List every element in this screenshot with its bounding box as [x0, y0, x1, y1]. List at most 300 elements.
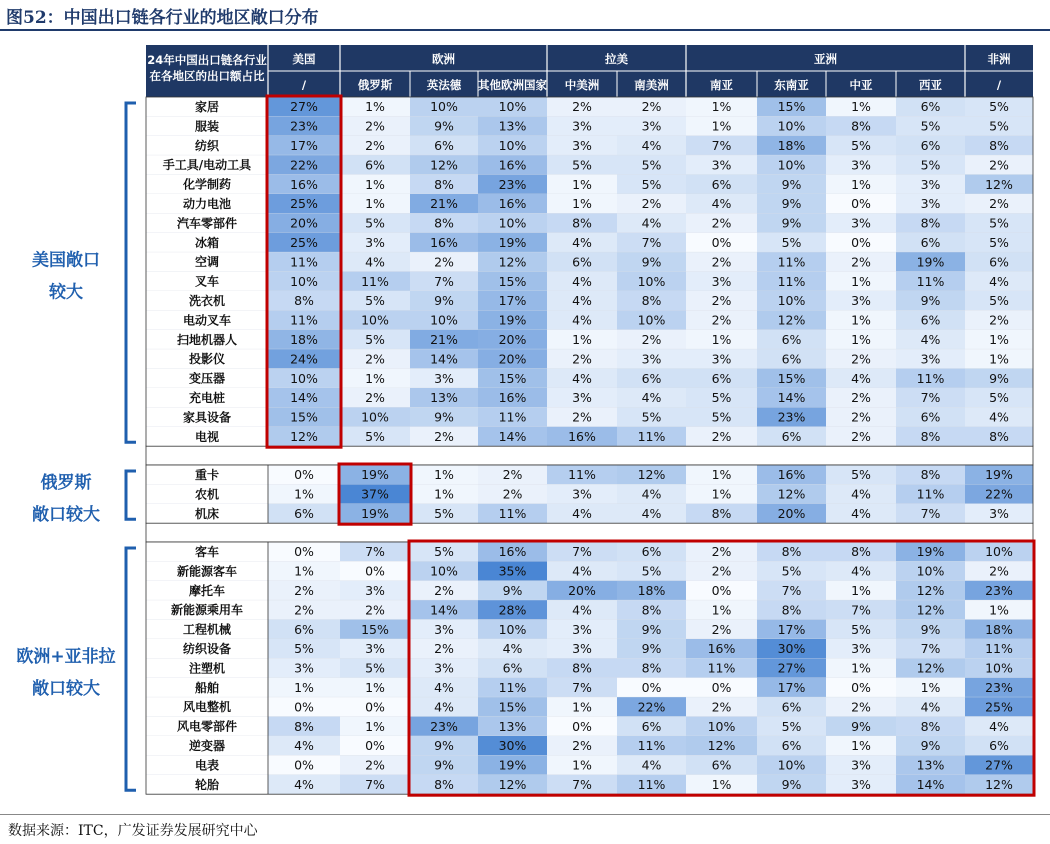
cell-value: 19% — [498, 312, 527, 328]
cell-value: 8% — [920, 428, 941, 444]
cell-value: 1% — [711, 486, 732, 502]
row-label: 摩托车 — [188, 583, 226, 598]
cell-value: 2% — [989, 312, 1009, 328]
cell-value: 7% — [572, 679, 592, 695]
cell-value: 1% — [851, 176, 871, 192]
cell-value: 3% — [711, 157, 732, 173]
group-label: 较大 — [49, 282, 83, 303]
cell-value: 8% — [572, 660, 592, 676]
cell-value: 25% — [290, 196, 318, 212]
cell-value: 2% — [711, 699, 732, 715]
cell-value: 23% — [985, 582, 1013, 598]
cell-value: 5% — [851, 467, 871, 483]
cell-value: 10% — [777, 118, 806, 134]
cell-value: 1% — [989, 351, 1009, 367]
cell-value: 8% — [920, 215, 941, 231]
cell-value: 4% — [641, 757, 662, 773]
cell-value: 9% — [641, 641, 662, 657]
cell-value: 16% — [430, 234, 458, 250]
row-label: 空调 — [194, 255, 220, 270]
cell-value: 2% — [294, 582, 314, 598]
cell-value: 30% — [498, 738, 527, 754]
cell-value: 16% — [498, 157, 527, 173]
cell-value: 4% — [434, 679, 454, 695]
cell-value: 0% — [851, 679, 871, 695]
cell-value: 2% — [989, 196, 1009, 212]
cell-value: 14% — [430, 602, 458, 618]
cell-value: 9% — [434, 757, 454, 773]
cell-value: 1% — [711, 99, 732, 115]
cell-value: 4% — [641, 486, 662, 502]
corner-header-line: 在各地区的出口额占比 — [149, 69, 265, 83]
cell-value: 5% — [711, 390, 732, 406]
cell-value: 1% — [572, 699, 592, 715]
cell-value: 2% — [851, 254, 871, 270]
cell-value: 11% — [916, 370, 945, 386]
cell-value: 20% — [777, 505, 806, 521]
cell-value: 1% — [365, 679, 385, 695]
cell-value: 5% — [781, 718, 802, 734]
cell-value: 3% — [572, 118, 592, 134]
region-header: 美国 — [292, 52, 316, 66]
cell-value: 2% — [989, 157, 1009, 173]
cell-value: 7% — [641, 234, 662, 250]
cell-value: 9% — [851, 718, 871, 734]
group-bracket — [126, 471, 136, 519]
cell-value: 5% — [365, 660, 385, 676]
cell-value: 6% — [920, 137, 941, 153]
cell-value: 22% — [290, 157, 318, 173]
row-label: 家具设备 — [182, 410, 232, 425]
row-label: 客车 — [194, 544, 220, 559]
cell-value: 0% — [641, 679, 662, 695]
row-label: 新能源客车 — [176, 564, 238, 579]
cell-value: 1% — [572, 176, 592, 192]
cell-value: 7% — [572, 776, 592, 792]
cell-value: 19% — [498, 757, 527, 773]
cell-value: 7% — [920, 390, 941, 406]
row-label: 逆变器 — [188, 738, 226, 753]
cell-value: 1% — [294, 563, 314, 579]
cell-value: 3% — [365, 582, 385, 598]
cell-value: 19% — [361, 467, 389, 483]
cell-value: 4% — [989, 273, 1009, 289]
cell-value: 27% — [777, 660, 806, 676]
cell-value: 10% — [498, 99, 527, 115]
cell-value: 6% — [781, 351, 802, 367]
cell-value: 2% — [434, 582, 454, 598]
cell-value: 16% — [777, 467, 806, 483]
cell-value: 6% — [989, 254, 1009, 270]
column-header: / — [301, 78, 307, 92]
cell-value: 5% — [989, 234, 1009, 250]
group-bracket — [126, 548, 136, 790]
group-label: 敞口较大 — [32, 679, 100, 700]
cell-value: 11% — [498, 409, 527, 425]
cell-value: 5% — [989, 99, 1009, 115]
cell-value: 1% — [851, 273, 871, 289]
cell-value: 2% — [711, 563, 732, 579]
cell-value: 6% — [641, 370, 662, 386]
cell-value: 8% — [920, 467, 941, 483]
row-label: 手工具/电动工具 — [162, 158, 252, 173]
group-label: 敞口较大 — [32, 505, 100, 526]
cell-value: 7% — [572, 544, 592, 560]
cell-value: 3% — [920, 196, 941, 212]
cell-value: 13% — [430, 390, 458, 406]
cell-value: 2% — [851, 351, 871, 367]
cell-value: 4% — [851, 370, 871, 386]
cell-value: 25% — [985, 699, 1013, 715]
cell-value: 12% — [498, 254, 527, 270]
cell-value: 15% — [498, 273, 527, 289]
cell-value: 6% — [294, 505, 314, 521]
cell-value: 1% — [365, 99, 385, 115]
cell-value: 5% — [851, 621, 871, 637]
cell-value: 6% — [365, 157, 385, 173]
row-label: 扫地机器人 — [176, 332, 238, 347]
cell-value: 2% — [711, 428, 732, 444]
cell-value: 3% — [989, 505, 1009, 521]
row-label: 工程机械 — [182, 622, 232, 637]
cell-value: 10% — [498, 621, 527, 637]
cell-value: 16% — [290, 176, 318, 192]
cell-value: 3% — [851, 293, 871, 309]
cell-value: 20% — [498, 351, 527, 367]
cell-value: 3% — [920, 351, 941, 367]
cell-value: 13% — [916, 757, 945, 773]
cell-value: 1% — [851, 738, 871, 754]
cell-value: 4% — [641, 390, 662, 406]
cell-value: 1% — [294, 679, 314, 695]
cell-value: 5% — [365, 428, 385, 444]
cell-value: 3% — [851, 776, 871, 792]
column-header: 俄罗斯 — [357, 78, 393, 92]
row-label: 轮胎 — [194, 777, 220, 792]
cell-value: 9% — [920, 293, 941, 309]
cell-value: 8% — [294, 293, 314, 309]
row-label: 机床 — [194, 506, 220, 521]
cell-value: 37% — [361, 486, 389, 502]
cell-value: 0% — [851, 196, 871, 212]
cell-value: 4% — [572, 563, 592, 579]
column-header: 南美洲 — [634, 78, 669, 92]
cell-value: 22% — [985, 486, 1013, 502]
cell-value: 15% — [777, 99, 806, 115]
cell-value: 3% — [572, 621, 592, 637]
cell-value: 16% — [498, 544, 527, 560]
column-header: 英法德 — [426, 78, 462, 92]
cell-value: 10% — [637, 312, 666, 328]
cell-value: 3% — [641, 118, 662, 134]
cell-value: 14% — [430, 351, 458, 367]
cell-value: 10% — [498, 215, 527, 231]
cell-value: 10% — [707, 718, 736, 734]
cell-value: 6% — [920, 409, 941, 425]
cell-value: 4% — [294, 738, 314, 754]
cell-value: 2% — [851, 428, 871, 444]
column-header: 其他欧洲国家 — [478, 78, 547, 92]
cell-value: 1% — [572, 196, 592, 212]
cell-value: 5% — [434, 544, 454, 560]
cell-value: 5% — [572, 157, 592, 173]
cell-value: 13% — [498, 718, 527, 734]
cell-value: 5% — [641, 176, 662, 192]
cell-value: 6% — [711, 757, 732, 773]
cell-value: 5% — [641, 157, 662, 173]
cell-value: 11% — [777, 254, 806, 270]
cell-value: 3% — [851, 215, 871, 231]
cell-value: 4% — [572, 273, 592, 289]
cell-value: 1% — [365, 718, 385, 734]
cell-value: 4% — [572, 602, 592, 618]
cell-value: 6% — [781, 428, 802, 444]
row-label: 充电桩 — [188, 390, 226, 405]
cell-value: 11% — [290, 312, 318, 328]
cell-value: 8% — [851, 118, 871, 134]
cell-value: 11% — [637, 738, 666, 754]
cell-value: 5% — [989, 215, 1009, 231]
cell-value: 8% — [989, 137, 1009, 153]
cell-value: 9% — [781, 215, 802, 231]
cell-value: 18% — [985, 621, 1013, 637]
cell-value: 5% — [989, 390, 1009, 406]
cell-value: 5% — [781, 234, 802, 250]
column-header: / — [996, 78, 1002, 92]
cell-value: 9% — [434, 293, 454, 309]
cell-value: 10% — [290, 370, 318, 386]
cell-value: 1% — [851, 99, 871, 115]
cell-value: 11% — [777, 273, 806, 289]
cell-value: 1% — [711, 602, 732, 618]
cell-value: 3% — [434, 621, 454, 637]
cell-value: 8% — [572, 215, 592, 231]
cell-value: 4% — [989, 718, 1009, 734]
cell-value: 9% — [989, 370, 1009, 386]
cell-value: 3% — [572, 390, 592, 406]
cell-value: 0% — [294, 544, 314, 560]
row-label: 投影仪 — [188, 352, 226, 367]
cell-value: 23% — [290, 118, 318, 134]
cell-value: 5% — [989, 293, 1009, 309]
column-header: 南亚 — [710, 78, 733, 92]
cell-value: 15% — [290, 409, 318, 425]
cell-value: 5% — [920, 157, 941, 173]
cell-value: 14% — [916, 776, 945, 792]
cell-value: 4% — [572, 234, 592, 250]
source-note: 数据来源：ITC，广发证券发展研究中心 — [8, 823, 258, 839]
cell-value: 3% — [851, 757, 871, 773]
cell-value: 1% — [365, 370, 385, 386]
cell-value: 17% — [777, 679, 806, 695]
cell-value: 2% — [365, 137, 385, 153]
cell-value: 1% — [365, 176, 385, 192]
cell-value: 18% — [290, 331, 318, 347]
column-header: 中美洲 — [564, 78, 600, 92]
cell-value: 2% — [851, 409, 871, 425]
cell-value: 4% — [572, 293, 592, 309]
cell-value: 11% — [498, 505, 527, 521]
cell-value: 4% — [851, 505, 871, 521]
cell-value: 2% — [434, 641, 454, 657]
cell-value: 7% — [365, 776, 385, 792]
cell-value: 3% — [294, 660, 314, 676]
cell-value: 15% — [498, 370, 527, 386]
cell-value: 6% — [989, 738, 1009, 754]
row-label: 重卡 — [194, 467, 220, 482]
cell-value: 0% — [365, 699, 385, 715]
cell-value: 12% — [707, 738, 736, 754]
row-label: 冰箱 — [194, 235, 220, 250]
cell-value: 1% — [434, 467, 454, 483]
page-title: 图52：中国出口链各行业的地区敞口分布 — [6, 8, 319, 28]
cell-value: 1% — [294, 486, 314, 502]
cell-value: 2% — [711, 254, 732, 270]
cell-value: 10% — [777, 293, 806, 309]
cell-value: 12% — [777, 486, 806, 502]
cell-value: 19% — [916, 544, 945, 560]
region-header: 拉美 — [605, 52, 628, 66]
cell-value: 2% — [294, 602, 314, 618]
cell-value: 14% — [290, 390, 318, 406]
cell-value: 2% — [851, 390, 871, 406]
cell-value: 12% — [916, 660, 945, 676]
cell-value: 25% — [290, 234, 318, 250]
cell-value: 5% — [989, 118, 1009, 134]
cell-value: 2% — [711, 215, 732, 231]
cell-value: 0% — [711, 234, 732, 250]
cell-value: 2% — [502, 467, 523, 483]
cell-value: 15% — [777, 370, 806, 386]
column-header: 中亚 — [849, 78, 873, 92]
cell-value: 3% — [434, 370, 454, 386]
cell-value: 12% — [985, 776, 1013, 792]
cell-value: 5% — [434, 505, 454, 521]
cell-value: 28% — [498, 602, 527, 618]
cell-value: 10% — [637, 273, 666, 289]
cell-value: 3% — [572, 486, 592, 502]
cell-value: 0% — [711, 582, 732, 598]
cell-value: 11% — [637, 428, 666, 444]
cell-value: 30% — [777, 641, 806, 657]
cell-value: 5% — [365, 215, 385, 231]
cell-value: 2% — [572, 351, 592, 367]
cell-value: 5% — [365, 293, 385, 309]
cell-value: 7% — [851, 602, 871, 618]
cell-value: 10% — [498, 137, 527, 153]
cell-value: 9% — [781, 176, 802, 192]
row-label: 注塑机 — [188, 661, 226, 676]
cell-value: 2% — [572, 99, 592, 115]
cell-value: 1% — [920, 679, 941, 695]
cell-value: 12% — [430, 157, 458, 173]
cell-value: 18% — [637, 582, 666, 598]
cell-value: 14% — [498, 428, 527, 444]
column-header: 东南亚 — [774, 78, 809, 92]
cell-value: 3% — [711, 273, 732, 289]
row-label: 船舶 — [194, 680, 220, 695]
cell-value: 1% — [851, 312, 871, 328]
cell-value: 20% — [290, 215, 318, 231]
cell-value: 9% — [781, 196, 802, 212]
cell-value: 8% — [641, 660, 662, 676]
cell-value: 1% — [989, 602, 1009, 618]
group-label: 美国敞口 — [32, 250, 100, 271]
cell-value: 7% — [434, 273, 454, 289]
cell-value: 8% — [920, 718, 941, 734]
cell-value: 23% — [430, 718, 458, 734]
cell-value: 2% — [641, 331, 662, 347]
cell-value: 2% — [989, 563, 1009, 579]
cell-value: 4% — [434, 699, 454, 715]
cell-value: 9% — [920, 738, 941, 754]
row-label: 电动叉车 — [182, 313, 232, 328]
cell-value: 0% — [365, 738, 385, 754]
cell-value: 11% — [498, 679, 527, 695]
row-label: 洗衣机 — [188, 293, 226, 308]
cell-value: 8% — [989, 428, 1009, 444]
cell-value: 10% — [430, 99, 458, 115]
cell-value: 10% — [916, 563, 945, 579]
cell-value: 9% — [781, 776, 802, 792]
group-bracket — [126, 103, 136, 442]
cell-value: 2% — [572, 738, 592, 754]
group-label: 俄罗斯 — [40, 473, 92, 494]
cell-value: 1% — [572, 331, 592, 347]
cell-value: 3% — [851, 157, 871, 173]
cell-value: 4% — [851, 563, 871, 579]
cell-value: 4% — [641, 137, 662, 153]
cell-value: 7% — [365, 544, 385, 560]
cell-value: 12% — [777, 312, 806, 328]
cell-value: 8% — [781, 544, 802, 560]
row-label: 电表 — [194, 758, 220, 773]
region-header: 亚洲 — [814, 52, 837, 66]
cell-value: 8% — [851, 544, 871, 560]
cell-value: 16% — [498, 196, 527, 212]
cell-value: 3% — [572, 137, 592, 153]
cell-value: 0% — [294, 467, 314, 483]
cell-value: 11% — [916, 486, 945, 502]
cell-value: 4% — [641, 215, 662, 231]
cell-value: 4% — [989, 409, 1009, 425]
cell-value: 27% — [290, 99, 318, 115]
cell-value: 10% — [430, 563, 458, 579]
cell-value: 12% — [985, 176, 1013, 192]
cell-value: 6% — [711, 370, 732, 386]
cell-value: 9% — [434, 118, 454, 134]
region-header: 非洲 — [987, 52, 1011, 66]
cell-value: 2% — [365, 390, 385, 406]
cell-value: 11% — [916, 273, 945, 289]
cell-value: 3% — [434, 660, 454, 676]
cell-value: 2% — [365, 118, 385, 134]
cell-value: 8% — [641, 293, 662, 309]
cell-value: 3% — [365, 234, 385, 250]
cell-value: 5% — [851, 137, 871, 153]
cell-value: 8% — [711, 505, 732, 521]
row-label: 风电零部件 — [176, 719, 238, 734]
cell-value: 5% — [920, 118, 941, 134]
cell-value: 5% — [711, 409, 732, 425]
row-label: 新能源乘用车 — [170, 603, 244, 618]
cell-value: 4% — [641, 505, 662, 521]
cell-value: 1% — [989, 331, 1009, 347]
cell-value: 8% — [434, 215, 454, 231]
cell-value: 9% — [641, 621, 662, 637]
cell-value: 6% — [920, 99, 941, 115]
cell-value: 3% — [851, 641, 871, 657]
